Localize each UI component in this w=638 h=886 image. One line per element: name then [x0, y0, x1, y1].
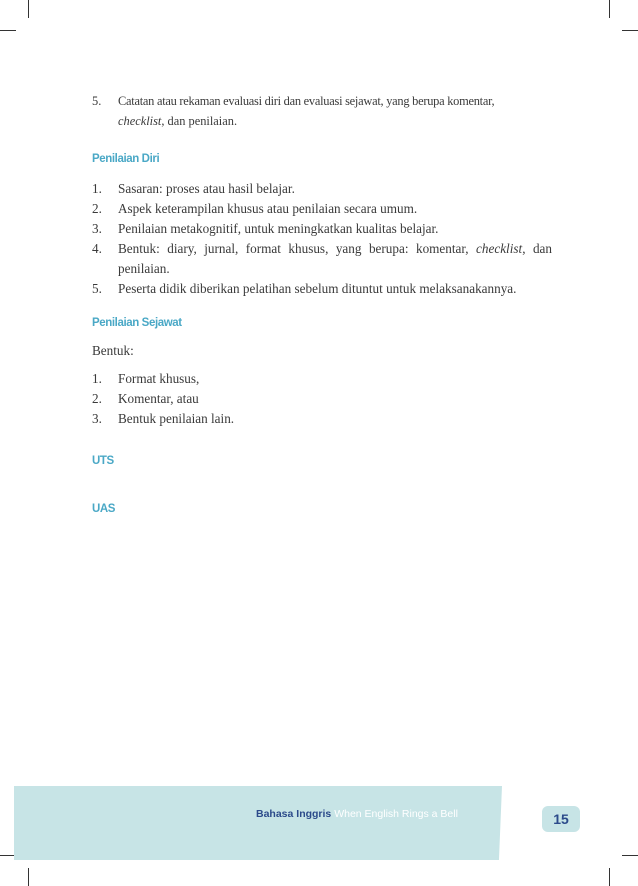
section-heading-penilaian-sejawat: Penilaian Sejawat	[92, 317, 182, 329]
item-text: Penilaian metakognitif, untuk meningkatkan kualitas belajar.	[118, 221, 439, 236]
section-intro: Bentuk:	[92, 343, 134, 358]
page-content	[92, 91, 552, 519]
section-heading-uas: UAS	[92, 503, 116, 515]
item-number: 3.	[92, 221, 102, 236]
item-text: Komentar, atau	[118, 391, 199, 406]
book-title: Bahasa Inggris	[256, 808, 332, 820]
item-text	[118, 91, 552, 131]
crop-mark	[28, 0, 29, 18]
section-heading-uts: UTS	[92, 455, 114, 467]
crop-mark	[609, 868, 610, 886]
crop-mark	[609, 0, 610, 18]
item-text-part: , dan penilaian.	[118, 241, 553, 276]
book-subtitle: When English Rings a Bell	[334, 808, 458, 820]
italic-term: checklist	[476, 241, 523, 256]
list-item	[92, 389, 552, 409]
crop-mark	[0, 30, 16, 31]
item-text-part: Bentuk: diary, jurnal, format khusus, yang berupa: komentar,	[118, 241, 477, 256]
item-number: 4.	[92, 241, 102, 256]
item-text: Sasaran: proses atau hasil belajar.	[118, 181, 295, 196]
crop-mark	[622, 855, 638, 856]
list-item	[92, 219, 552, 239]
item-number: 5.	[92, 281, 102, 296]
item-text: Aspek keterampilan khusus atau penilaian secara umum.	[118, 201, 418, 216]
item-text	[118, 239, 552, 279]
item-text-rest: , dan penilaian.	[161, 114, 238, 128]
list-item	[92, 239, 552, 279]
section-heading-penilaian-diri: Penilaian Diri	[92, 153, 160, 165]
item-number: 3.	[92, 411, 102, 426]
item-text: Format khusus,	[118, 371, 200, 386]
crop-mark	[28, 868, 29, 886]
page-number: 15	[542, 806, 580, 832]
item-number: 2.	[92, 391, 102, 406]
item-text-line: Catatan atau rekaman evaluasi diri dan evaluasi sejawat, yang berupa komentar,	[118, 94, 495, 108]
footer-band	[14, 786, 624, 860]
crop-mark	[0, 855, 16, 856]
list-item	[92, 409, 552, 429]
item-number: 1.	[92, 181, 102, 196]
list-item	[92, 279, 552, 299]
item-text: Peserta didik diberikan pelatihan sebelum dituntut untuk melaksanakannya.	[118, 281, 517, 296]
footer-title	[256, 808, 458, 820]
item-number: 1.	[92, 371, 102, 386]
italic-term: checklist	[118, 114, 162, 128]
item-number: 5.	[92, 94, 102, 108]
list-item	[92, 369, 552, 389]
item-number: 2.	[92, 201, 102, 216]
crop-mark	[622, 30, 638, 31]
list-item	[92, 179, 552, 199]
item-text: Bentuk penilaian lain.	[118, 411, 235, 426]
list-item	[92, 91, 552, 131]
list-item	[92, 199, 552, 219]
